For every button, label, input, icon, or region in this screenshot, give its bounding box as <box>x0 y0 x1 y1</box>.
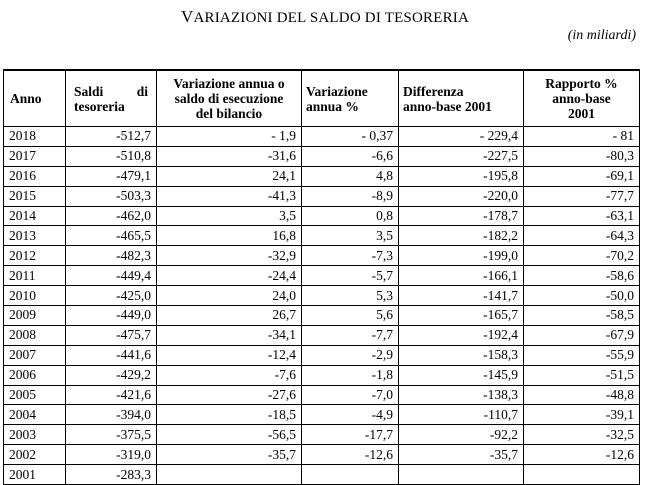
cell-variazione: -24,4 <box>157 266 302 286</box>
header-anno: Anno <box>4 70 66 127</box>
cell-differenza: -199,0 <box>399 246 524 266</box>
cell-variazione: - 1,9 <box>157 127 302 147</box>
cell-anno: 2009 <box>4 306 66 326</box>
table-row <box>4 385 640 405</box>
cell-rapporto: -77,7 <box>524 186 640 206</box>
treasury-balance-table <box>3 69 640 485</box>
cell-differenza: -227,5 <box>399 146 524 166</box>
cell-anno: 2003 <box>4 425 66 445</box>
table-row <box>4 345 640 365</box>
cell-saldi: -319,0 <box>66 445 157 465</box>
cell-differenza: -192,4 <box>399 325 524 345</box>
cell-variazione-pct: -7,0 <box>302 385 399 405</box>
header-variazione-line2: saldo di esecuzione <box>174 91 284 106</box>
header-variazione-pct-line2: annua % <box>306 98 359 114</box>
cell-saldi: -482,3 <box>66 246 157 266</box>
table-row <box>4 246 640 266</box>
table-body <box>4 127 640 485</box>
header-rapporto-line1: Rapporto % <box>545 76 618 91</box>
table-row <box>4 365 640 385</box>
cell-variazione: -12,4 <box>157 345 302 365</box>
cell-rapporto: -67,9 <box>524 325 640 345</box>
page-title <box>0 7 650 27</box>
cell-variazione-pct: 0,8 <box>302 206 399 226</box>
cell-variazione-pct: 3,5 <box>302 226 399 246</box>
cell-variazione-pct: -7,7 <box>302 325 399 345</box>
cell-differenza: -92,2 <box>399 425 524 445</box>
cell-variazione: 24,1 <box>157 166 302 186</box>
cell-anno: 2002 <box>4 445 66 465</box>
cell-rapporto: - 81 <box>524 127 640 147</box>
table-row <box>4 127 640 147</box>
cell-differenza: -35,7 <box>399 445 524 465</box>
cell-variazione: -32,9 <box>157 246 302 266</box>
header-saldi-line2: tesoreria <box>74 98 125 114</box>
table-row <box>4 226 640 246</box>
cell-saldi: -449,4 <box>66 266 157 286</box>
cell-differenza: -182,2 <box>399 226 524 246</box>
cell-variazione-pct: -2,9 <box>302 345 399 365</box>
cell-variazione-pct: -12,6 <box>302 445 399 465</box>
table-row <box>4 186 640 206</box>
table-row <box>4 146 640 166</box>
header-variazione <box>157 70 302 127</box>
cell-rapporto: -48,8 <box>524 385 640 405</box>
cell-variazione-pct: -17,7 <box>302 425 399 445</box>
table-row <box>4 206 640 226</box>
cell-variazione: -35,7 <box>157 445 302 465</box>
cell-saldi: -425,0 <box>66 286 157 306</box>
table-row <box>4 405 640 425</box>
cell-saldi: -479,1 <box>66 166 157 186</box>
cell-rapporto: -51,5 <box>524 365 640 385</box>
cell-differenza: -166,1 <box>399 266 524 286</box>
cell-differenza <box>399 465 524 485</box>
cell-differenza: -141,7 <box>399 286 524 306</box>
cell-variazione-pct: -8,9 <box>302 186 399 206</box>
header-differenza <box>399 70 524 127</box>
cell-differenza: -220,0 <box>399 186 524 206</box>
cell-rapporto: -32,5 <box>524 425 640 445</box>
cell-variazione-pct: -6,6 <box>302 146 399 166</box>
cell-anno: 2004 <box>4 405 66 425</box>
header-differenza-line2: anno-base 2001 <box>403 98 492 114</box>
page-title-rest: ARIAZIONI DEL SALDO DI TESORERIA <box>193 10 470 26</box>
cell-saldi: -283,3 <box>66 465 157 485</box>
header-rapporto <box>524 70 640 127</box>
cell-saldi: -375,5 <box>66 425 157 445</box>
cell-rapporto: -58,5 <box>524 306 640 326</box>
header-differenza-line1: Differenza <box>403 83 464 99</box>
cell-saldi: -512,7 <box>66 127 157 147</box>
cell-variazione-pct: -4,9 <box>302 405 399 425</box>
cell-variazione-pct: -5,7 <box>302 266 399 286</box>
cell-variazione: 16,8 <box>157 226 302 246</box>
header-rapporto-line3: 2001 <box>568 106 595 121</box>
cell-anno: 2012 <box>4 246 66 266</box>
cell-variazione: -18,5 <box>157 405 302 425</box>
header-saldi <box>66 70 157 127</box>
cell-differenza: - 229,4 <box>399 127 524 147</box>
cell-rapporto: -80,3 <box>524 146 640 166</box>
cell-anno: 2008 <box>4 325 66 345</box>
cell-rapporto: -63,1 <box>524 206 640 226</box>
cell-saldi: -429,2 <box>66 365 157 385</box>
header-saldi-line1: Saldi di <box>74 83 148 99</box>
cell-anno: 2011 <box>4 266 66 286</box>
cell-saldi: -465,5 <box>66 226 157 246</box>
cell-variazione: 3,5 <box>157 206 302 226</box>
cell-variazione: -41,3 <box>157 186 302 206</box>
cell-rapporto <box>524 465 640 485</box>
header-variazione-line3: del bilancio <box>195 106 263 121</box>
cell-saldi: -462,0 <box>66 206 157 226</box>
cell-differenza: -195,8 <box>399 166 524 186</box>
cell-anno: 2015 <box>4 186 66 206</box>
cell-variazione: -34,1 <box>157 325 302 345</box>
cell-saldi: -441,6 <box>66 345 157 365</box>
cell-variazione-pct: 5,3 <box>302 286 399 306</box>
cell-anno: 2007 <box>4 345 66 365</box>
cell-variazione: -27,6 <box>157 385 302 405</box>
table-row <box>4 286 640 306</box>
cell-anno: 2001 <box>4 465 66 485</box>
header-variazione-line1: Variazione annua o <box>173 76 285 91</box>
table-row <box>4 425 640 445</box>
header-rapporto-line2: anno-base <box>552 91 611 106</box>
cell-differenza: -165,7 <box>399 306 524 326</box>
cell-variazione <box>157 465 302 485</box>
table-row <box>4 266 640 286</box>
cell-rapporto: -69,1 <box>524 166 640 186</box>
cell-anno: 2016 <box>4 166 66 186</box>
header-variazione-pct <box>302 70 399 127</box>
cell-saldi: -503,3 <box>66 186 157 206</box>
cell-rapporto: -55,9 <box>524 345 640 365</box>
cell-anno: 2014 <box>4 206 66 226</box>
cell-variazione-pct <box>302 465 399 485</box>
cell-differenza: -178,7 <box>399 206 524 226</box>
cell-rapporto: -64,3 <box>524 226 640 246</box>
cell-variazione-pct: - 0,37 <box>302 127 399 147</box>
cell-anno: 2006 <box>4 365 66 385</box>
cell-variazione: -7,6 <box>157 365 302 385</box>
table-row <box>4 166 640 186</box>
cell-variazione: -31,6 <box>157 146 302 166</box>
table-header-row <box>4 70 640 127</box>
cell-anno: 2017 <box>4 146 66 166</box>
cell-variazione-pct: -1,8 <box>302 365 399 385</box>
units-note: (in miliardi) <box>567 28 636 43</box>
table-row <box>4 325 640 345</box>
cell-variazione-pct: 4,8 <box>302 166 399 186</box>
cell-variazione-pct: 5,6 <box>302 306 399 326</box>
cell-saldi: -449,0 <box>66 306 157 326</box>
cell-anno: 2005 <box>4 385 66 405</box>
cell-differenza: -110,7 <box>399 405 524 425</box>
cell-variazione: 24,0 <box>157 286 302 306</box>
table-row <box>4 306 640 326</box>
cell-variazione: -56,5 <box>157 425 302 445</box>
cell-anno: 2010 <box>4 286 66 306</box>
cell-rapporto: -70,2 <box>524 246 640 266</box>
cell-rapporto: -39,1 <box>524 405 640 425</box>
cell-differenza: -145,9 <box>399 365 524 385</box>
cell-anno: 2018 <box>4 127 66 147</box>
cell-differenza: -158,3 <box>399 345 524 365</box>
cell-differenza: -138,3 <box>399 385 524 405</box>
cell-anno: 2013 <box>4 226 66 246</box>
header-variazione-pct-line1: Variazione <box>306 83 368 99</box>
cell-rapporto: -12,6 <box>524 445 640 465</box>
cell-rapporto: -50,0 <box>524 286 640 306</box>
cell-variazione-pct: -7,3 <box>302 246 399 266</box>
cell-saldi: -475,7 <box>66 325 157 345</box>
cell-saldi: -421,6 <box>66 385 157 405</box>
cell-variazione: 26,7 <box>157 306 302 326</box>
page-title-initial: V <box>180 7 194 26</box>
cell-rapporto: -58,6 <box>524 266 640 286</box>
cell-saldi: -510,8 <box>66 146 157 166</box>
cell-saldi: -394,0 <box>66 405 157 425</box>
table-row <box>4 445 640 465</box>
table-row <box>4 465 640 485</box>
